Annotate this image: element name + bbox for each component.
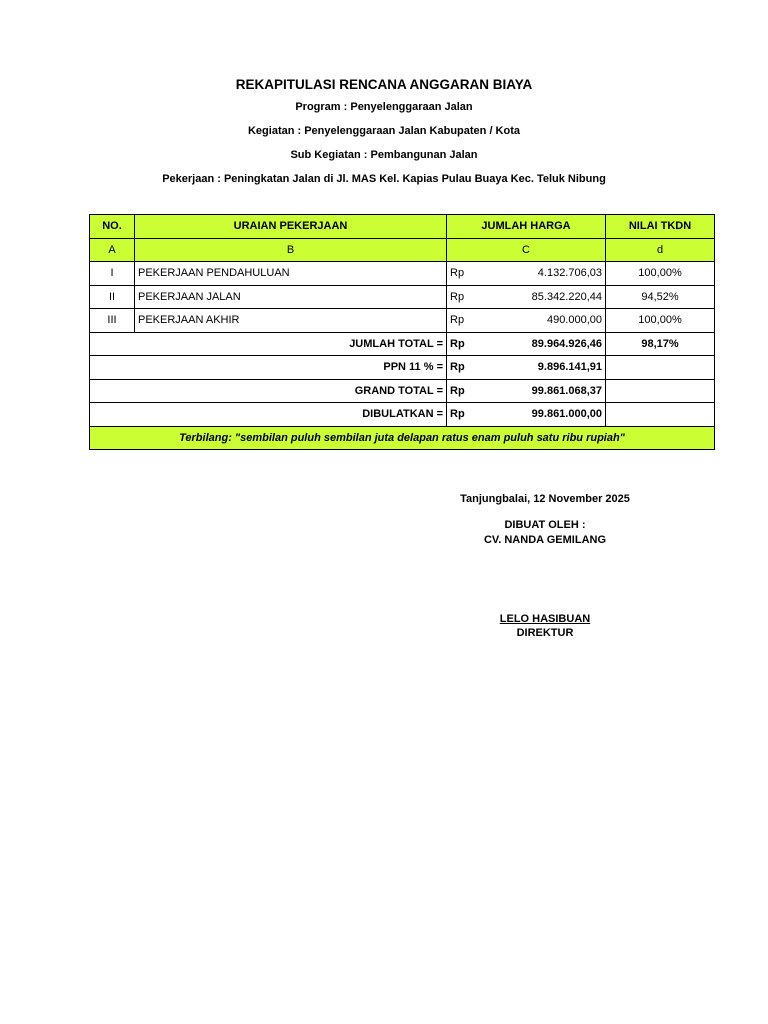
summary-label: JUMLAH TOTAL = <box>90 332 447 356</box>
summary-amount: 99.861.000,00 <box>487 403 606 427</box>
summary-tkdn: 98,17% <box>606 332 715 356</box>
document-title: REKAPITULASI RENCANA ANGGARAN BIAYA <box>235 77 533 92</box>
code-jumlah: C <box>447 238 606 262</box>
row-currency: Rp <box>447 285 487 309</box>
row-amount: 85.342.220,44 <box>487 285 606 309</box>
pekerjaan-line: Pekerjaan : Peningkatan Jalan di Jl. MAS Kel. Kapias Pulau Buaya Kec. Teluk Nibung <box>162 173 606 185</box>
header-uraian: URAIAN PEKERJAAN <box>135 215 447 239</box>
summary-row-total <box>90 332 715 356</box>
table-row <box>90 262 715 286</box>
row-no: II <box>90 285 135 309</box>
summary-tkdn <box>606 379 715 403</box>
summary-currency: Rp <box>447 403 487 427</box>
code-no: A <box>90 238 135 262</box>
header-jumlah: JUMLAH HARGA <box>447 215 606 239</box>
summary-tkdn <box>606 356 715 380</box>
code-uraian: B <box>135 238 447 262</box>
budget-table <box>89 214 715 450</box>
summary-currency: Rp <box>447 379 487 403</box>
kegiatan-line: Kegiatan : Penyelenggaraan Jalan Kabupaten / Kota <box>247 125 520 137</box>
summary-row-rounded <box>90 403 715 427</box>
terbilang-text: Terbilang: "sembilan puluh sembilan juta delapan ratus enam puluh satu ribu rupiah" <box>90 426 715 450</box>
summary-row-grand-total <box>90 379 715 403</box>
sub-kegiatan-line: Sub Kegiatan : Pembangunan Jalan <box>290 149 478 161</box>
program-line: Program : Penyelenggaraan Jalan <box>295 101 473 113</box>
row-uraian: PEKERJAAN PENDAHULUAN <box>135 262 447 286</box>
summary-label: GRAND TOTAL = <box>90 379 447 403</box>
header-tkdn: NILAI TKDN <box>606 215 715 239</box>
row-tkdn: 94,52% <box>606 285 715 309</box>
signer-name: LELO HASIBUAN <box>499 613 591 625</box>
header-no: NO. <box>90 215 135 239</box>
made-by-label: DIBUAT OLEH : <box>504 519 586 531</box>
signer-name-wrap <box>425 613 665 625</box>
summary-currency: Rp <box>447 332 487 356</box>
summary-amount: 99.861.068,37 <box>487 379 606 403</box>
signer-title: DIREKTUR <box>516 627 574 639</box>
table-code-row <box>90 238 715 262</box>
summary-tkdn <box>606 403 715 427</box>
summary-amount: 89.964.926,46 <box>487 332 606 356</box>
table-row <box>90 309 715 333</box>
row-uraian: PEKERJAAN AKHIR <box>135 309 447 333</box>
summary-label: DIBULATKAN = <box>90 403 447 427</box>
row-currency: Rp <box>447 309 487 333</box>
row-no: III <box>90 309 135 333</box>
row-tkdn: 100,00% <box>606 309 715 333</box>
row-amount: 490.000,00 <box>487 309 606 333</box>
row-amount: 4.132.706,03 <box>487 262 606 286</box>
table-row <box>90 285 715 309</box>
company-name: CV. NANDA GEMILANG <box>483 534 607 546</box>
row-currency: Rp <box>447 262 487 286</box>
code-tkdn: d <box>606 238 715 262</box>
summary-amount: 9.896.141,91 <box>487 356 606 380</box>
row-tkdn: 100,00% <box>606 262 715 286</box>
summary-label: PPN 11 % = <box>90 356 447 380</box>
place-date: Tanjungbalai, 12 November 2025 <box>460 493 630 505</box>
terbilang-row <box>90 426 715 450</box>
summary-currency: Rp <box>447 356 487 380</box>
summary-row-ppn <box>90 356 715 380</box>
row-no: I <box>90 262 135 286</box>
table-header-row <box>90 215 715 239</box>
row-uraian: PEKERJAAN JALAN <box>135 285 447 309</box>
